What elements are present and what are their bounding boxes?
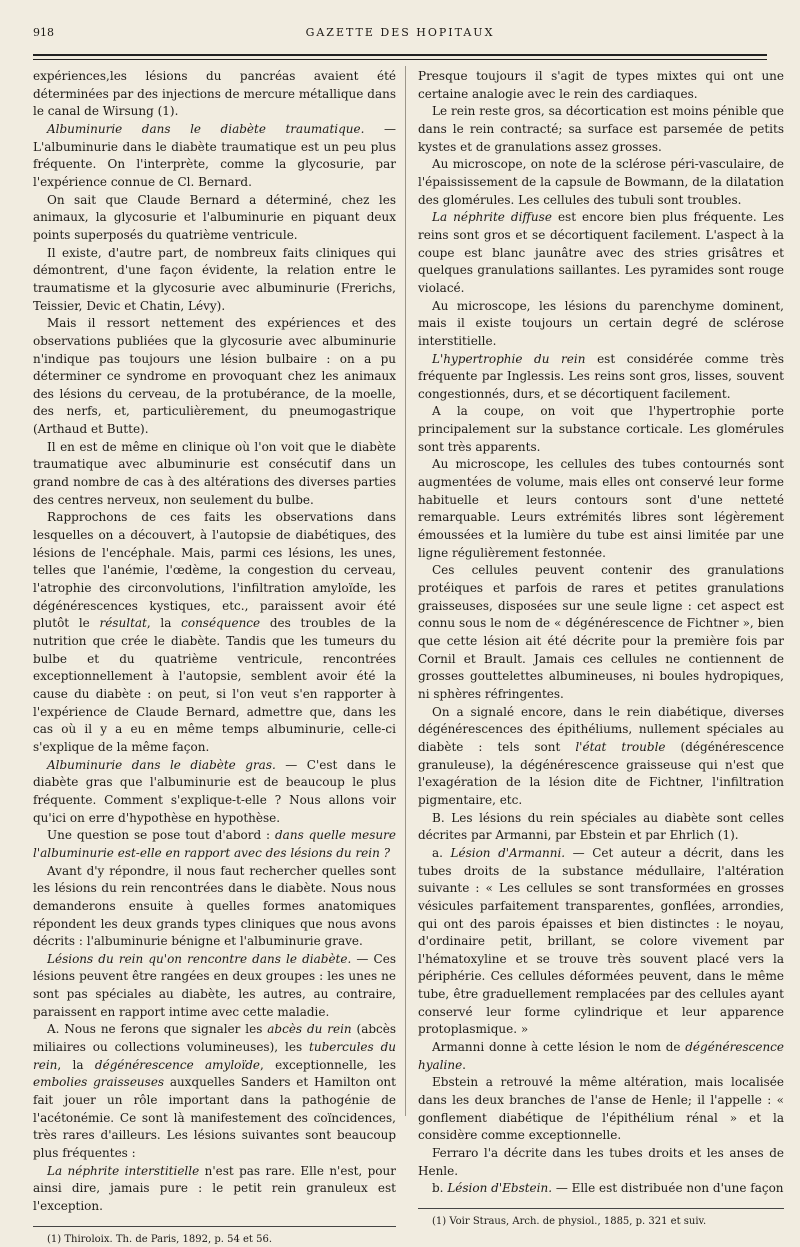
- journal-title: GAZETTE DES HOPITAUX: [305, 26, 495, 39]
- paragraph: [33, 245, 396, 316]
- italic-text: dégénérescence hyaline: [418, 1040, 784, 1072]
- paragraph-text: , la: [146, 616, 182, 631]
- italic-text: abcès du rein: [267, 1022, 352, 1037]
- paragraph-text: A. Nous ne ferons que signaler les: [47, 1022, 268, 1037]
- paragraph: [418, 156, 784, 209]
- footnote: (1) Voir Straus, Arch. de physiol., 1885, p. 321 et suiv.: [432, 1216, 707, 1227]
- italic-text: tubercules du rein: [33, 1040, 397, 1072]
- paragraph: [33, 121, 396, 192]
- paragraph-text: b.: [432, 1181, 448, 1196]
- paragraph: [418, 1145, 784, 1180]
- paragraph-text: Il existe, d'autre part, de nombreux faits cliniques qui démontrent, d'une façon évidente, la relation entre le traumatisme et la glycosurie avec albuminurie (Frerichs, Teissier, Devic et Chatin, Lévy).: [33, 245, 396, 313]
- paragraph: [33, 1021, 396, 1162]
- paragraph-text: Ces cellules peuvent contenir des granulations protéiques et parfois de rares et petites granulations graisseuses, disposées sur une seule ligne : cet aspect est connu sous le nom de « dégénérescence de Fichtner », bien que cette lésion ait été décrite pour la première fois par Cornil et Brault. Jamais ces cellules ne contiennent de grosses gouttelettes albumineuses, ni boules hydropiques, ni sphères réfringentes.: [418, 563, 784, 701]
- paragraph: [418, 1180, 784, 1198]
- paragraph: [418, 704, 784, 810]
- paragraph-text: (abcès miliaires ou collections volumineuses), les: [33, 1022, 397, 1055]
- paragraph-text: — Ces lésions peuvent être rangées en deux groupes : les unes ne sont pas spéciales au diabète, les autres, au contraire, paraissent en rapport intime avec cette maladie.: [33, 951, 396, 1019]
- column-divider: [405, 66, 406, 1116]
- italic-text: embolies graisseuses: [33, 1075, 165, 1090]
- paragraph: [418, 845, 784, 1039]
- header-rule-thin: [33, 59, 767, 60]
- paragraph-text: B. Les lésions du rein spéciales au diabète sont celles décrites par Armanni, par Ebstein et par Ehrlich (1).: [418, 810, 784, 843]
- paragraph: [418, 351, 784, 404]
- paragraph-text: Presque toujours il s'agit de types mixtes qui ont une certaine analogie avec le rein des cardiaques.: [418, 69, 784, 101]
- footnote-rule: [33, 1226, 396, 1227]
- paragraph-text: — Elle est distribuée non d'une façon: [552, 1181, 784, 1196]
- paragraph: [33, 509, 396, 756]
- italic-text: Albuminurie dans le diabète traumatique.: [47, 121, 365, 136]
- paragraph: [418, 298, 784, 351]
- header-rule-thick: [33, 54, 767, 56]
- paragraph-text: , la: [57, 1057, 95, 1072]
- paragraph-text: A la coupe, on voit que l'hypertrophie porte principalement sur la substance corticale. Les glomérules sont très apparents.: [418, 404, 784, 454]
- paragraph: [33, 757, 396, 828]
- paragraph-text: — C'est dans le diabète gras que l'albuminurie est de beaucoup le plus fréquente. Comment s'explique-t-elle ? Nous allons voir qu'ici on erre d'hypothèse en hypothèse.: [33, 757, 396, 825]
- paragraph-text: Au microscope, les cellules des tubes contournés sont augmentées de volume, mais elles ont conservé leur forme habituelle et leurs contours sont d'une netteté remarquable. Leurs extrémités libres sont légèrement émoussées et la lumière du tube est ainsi limitée par une ligne régulièrement festonnée.: [418, 457, 784, 560]
- paragraph-text: expériences,les lésions du pancréas avaient été déterminées par des injections de mercure métallique dans le canal de Wirsung (1).: [33, 69, 396, 119]
- paragraph-text: Avant d'y répondre, il nous faut rechercher quelles sont les lésions du rein rencontrées dans le diabète. Nous nous demanderons ensuite à quelles formes anatomiques répondent les deux grands types cliniques que nous avons décrits : l'albuminurie bénigne et l'albuminurie grave.: [33, 863, 396, 949]
- paragraph-text: des troubles de la nutrition que crée le diabète. Tandis que les tumeurs du bulbe et du quatrième ventricule, rencontrées exceptionnellement à l'autopsie, semblent avoir été la cause du diabète : on peut, si l'on veut s'en rapporter à l'expérience de Claude Bernard, admettre que, dans les cas où il y a eu en même temps albuminurie, celle-ci s'explique de la même façon.: [33, 616, 397, 754]
- paragraph: [418, 209, 784, 297]
- left-column: [33, 68, 396, 1247]
- italic-text: dégénérescence amyloïde: [94, 1057, 261, 1072]
- paragraph-text: a.: [432, 845, 451, 860]
- paragraph-text: (dégénérescence granuleuse), la dégénérescence graisseuse qui n'est que l'exagération de la lésion dite de Fichtner, l'infiltration pigmentaire, etc.: [418, 739, 784, 807]
- italic-text: Albuminurie dans le diabète gras.: [47, 757, 276, 772]
- page-number: 918: [33, 26, 54, 39]
- paragraph: [33, 827, 396, 862]
- paragraph: [33, 439, 396, 510]
- paragraph-text: auxquelles Sanders et Hamilton ont fait jouer un rôle important dans la pathogénie de l'acétonémie. Ce sont là manifestement des coïncidences, très rares d'ailleurs. Les lésions suivantes sont beaucoup plus fréquentes :: [33, 1075, 396, 1161]
- paragraph-text: est encore bien plus fréquente. Les reins sont gros et se décortiquent facilement. L'aspect à la coupe est blanc jaunâtre avec des stries grisâtres et quelques granulations saillantes. Les pyramides sont rouge violacé.: [418, 210, 784, 295]
- italic-text: La néphrite interstitielle: [47, 1163, 200, 1178]
- italic-text: La néphrite diffuse: [432, 210, 552, 225]
- italic-text: dans quelle mesure l'albuminurie est-elle en rapport avec des lésions du rein ?: [33, 828, 396, 860]
- paragraph-text: est considérée comme très fréquente par Inglessis. Les reins sont gros, lisses, souvent congestionnés, durs, et se décortiquent facilement.: [418, 351, 785, 401]
- paragraph: [418, 68, 784, 103]
- paragraph: [33, 951, 396, 1022]
- paragraph: [33, 1163, 396, 1216]
- paragraph-text: Au microscope, on note de la sclérose péri-vasculaire, de l'épaississement de la capsule de Bowmann, de la dilatation des glomérules. Les cellules des tubuli sont troubles.: [418, 157, 784, 207]
- italic-text: Lésion d'Armanni.: [450, 845, 566, 860]
- paragraph: [33, 68, 396, 121]
- italic-text: résultat: [99, 616, 147, 631]
- paragraph-text: On a signalé encore, dans le rein diabétique, diverses dégénérescences des épithéliums, nullement spéciales au diabète : tels sont: [418, 704, 784, 754]
- paragraph-text: On sait que Claude Bernard a déterminé, chez les animaux, la glycosurie et l'albuminurie en piquant deux points superposés du quatrième ventricule.: [33, 192, 396, 242]
- paragraph-text: , exceptionnelle, les: [260, 1057, 397, 1072]
- paragraph-text: Le rein reste gros, sa décortication est moins pénible que dans le rein contracté; sa surface est parsemée de petits kystes et de granulations assez grosses.: [418, 104, 784, 154]
- footnote-rule: [418, 1208, 784, 1209]
- right-column: [418, 68, 784, 1229]
- paragraph-text: Il en est de même en clinique où l'on voit que le diabète traumatique avec albuminurie est consécutif dans un grand nombre de cas à des altérations des diverses parties des centres nerveux, non seulement du bulbe.: [33, 439, 396, 507]
- paragraph: [418, 403, 784, 456]
- paragraph: [33, 315, 396, 439]
- paragraph: [33, 192, 396, 245]
- paragraph-text: Armanni donne à cette lésion le nom de: [432, 1040, 686, 1055]
- paragraph-text: Une question se pose tout d'abord :: [47, 828, 275, 843]
- footnote: (1) Thiroloix. Th. de Paris, 1892, p. 54 et 56.: [47, 1233, 273, 1245]
- paragraph: [418, 1039, 784, 1074]
- italic-text: conséquence: [181, 616, 261, 631]
- italic-text: l'état trouble: [575, 739, 666, 754]
- paragraph-text: Rapprochons de ces faits les observations dans lesquelles on a découvert, à l'autopsie de diabétiques, des lésions de l'encéphale. Mais, parmi ces lésions, les unes, telles que l'anémie, l'œdème, la congestion du cerveau, l'atrophie des circonvolutions, l'infiltration amyloïde, les dégénérescences kystiques, etc., paraissent avoir été plutôt le: [33, 510, 396, 631]
- page-header: [33, 26, 767, 46]
- paragraph: [418, 1074, 784, 1145]
- italic-text: Lésions du rein qu'on rencontre dans le diabète.: [47, 951, 352, 966]
- paragraph-text: — Cet auteur a décrit, dans les tubes droits de la substance médullaire, l'altération suivante : « Les cellules se sont transformées en grosses vésicules parfaitement transparentes, gonflées, arrondies, qui ont des parois épaisses et bien distinctes : le noyau, d'ordinaire petit, brillant, se colore vivement par l'hématoxyline et se trouve très souvent placé vers la périphérie. Ces cellules déformées peuvent, dans le même tube, être graduellement remplacées par des cellules ayant conservé leur forme cylindrique et leur apparence protoplasmique. »: [418, 845, 784, 1037]
- paragraph-text: n'est pas rare. Elle n'est, pour ainsi dire, jamais pure : le petit rein granuleux est l'exception.: [33, 1163, 396, 1213]
- paragraph: [418, 456, 784, 562]
- paragraph-text: Mais il ressort nettement des expériences et des observations publiées que la glycosurie avec albuminurie n'indique pas toujours une lésion bulbaire : on a pu déterminer ce syndrome en provoquant chez les animaux des lésions du cerveau, de la protubérance, de la moelle, des nerfs, et, particulièrement, du pneumogastrique (Arthaud et Butte).: [33, 316, 396, 437]
- paragraph-text: .: [462, 1057, 466, 1072]
- paragraph: [418, 810, 784, 845]
- paragraph: [418, 103, 784, 156]
- paragraph-text: Au microscope, les lésions du parenchyme dominent, mais il existe toujours un certain degré de sclérose interstitielle.: [418, 298, 784, 348]
- italic-text: Lésion d'Ebstein.: [447, 1181, 553, 1196]
- paragraph: [33, 863, 396, 951]
- paragraph: [418, 562, 784, 703]
- italic-text: L'hypertrophie du rein: [432, 351, 586, 366]
- paragraph-text: — L'albuminurie dans le diabète traumatique est un peu plus fréquente. On l'interprète, comme la glycosurie, par l'expérience connue de Cl. Bernard.: [33, 121, 396, 189]
- paragraph-text: Ebstein a retrouvé la même altération, mais localisée dans les deux branches de l'anse de Henle; il l'appelle : « gonflement diabétique de l'épithélium rénal » et la considère comme exceptionnelle.: [418, 1075, 784, 1143]
- paragraph-text: Ferraro l'a décrite dans les tubes droits et les anses de Henle.: [418, 1146, 784, 1178]
